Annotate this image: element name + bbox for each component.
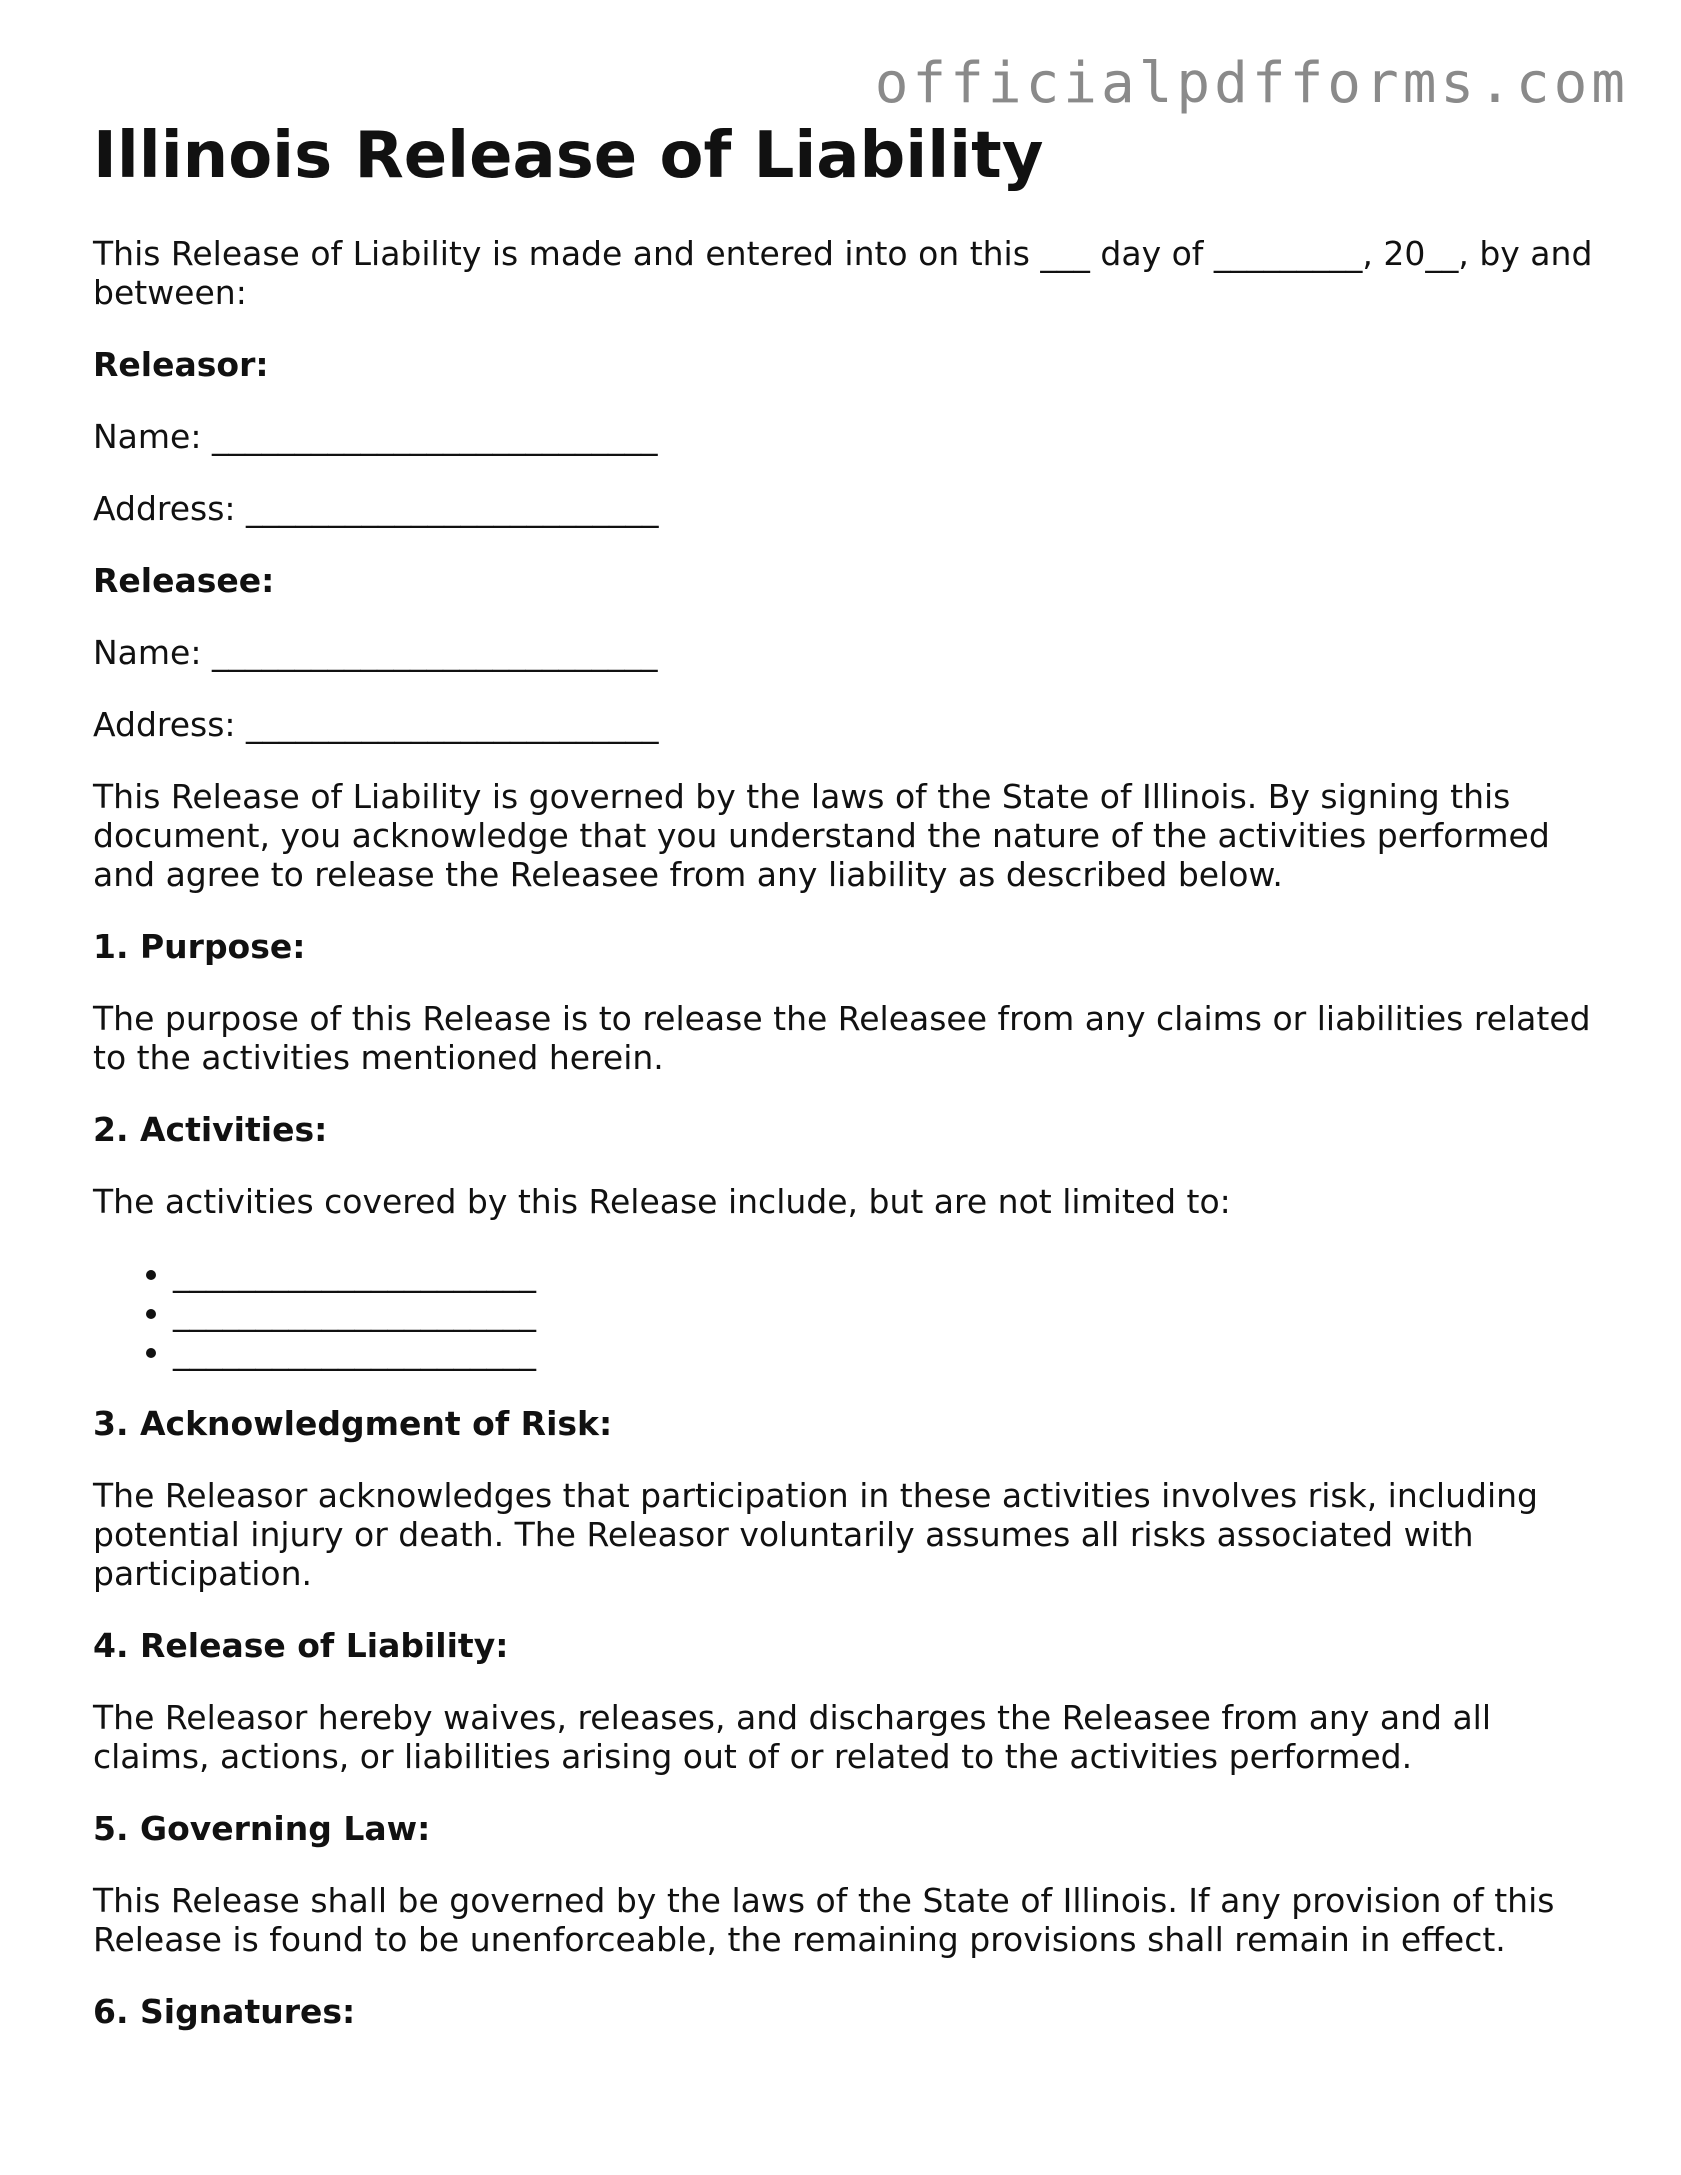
purpose-body: The purpose of this Release is to release the Releasee from any claims or liabilities related to the activities mentioned herein. — [93, 998, 1591, 1077]
activities-body: The activities covered by this Release include, but are not limited to: — [93, 1181, 1231, 1221]
intro-paragraph: This Release of Liability is made and entered into on this ___ day of _________, 20__, by and between: — [93, 233, 1593, 312]
releasee-name-field: Name: ___________________________ — [93, 632, 658, 672]
release-heading: 4. Release of Liability: — [93, 1625, 509, 1665]
releasor-heading: Releasor: — [93, 344, 269, 384]
releasor-address-field: Address: _________________________ — [93, 488, 659, 528]
risk-body: The Releasor acknowledges that participation in these activities involves risk, including potential injury or death. The Releasor voluntarily assumes all risks associated with participation. — [93, 1475, 1538, 1593]
activity-blank-line: • ______________________ — [173, 1332, 1593, 1371]
risk-heading: 3. Acknowledgment of Risk: — [93, 1403, 613, 1443]
activities-list — [93, 1254, 1593, 1371]
releasee-heading: Releasee: — [93, 560, 275, 600]
release-body: The Releasor hereby waives, releases, and discharges the Releasee from any and all claims, actions, or liabilities arising out of or related to the activities performed. — [93, 1697, 1492, 1776]
releasor-name-field: Name: ___________________________ — [93, 416, 658, 456]
activities-heading: 2. Activities: — [93, 1109, 328, 1149]
activity-blank-line: • ______________________ — [173, 1254, 1593, 1293]
watermark: officialpdfforms.com — [874, 51, 1629, 116]
governing-intro-paragraph: This Release of Liability is governed by the laws of the State of Illinois. By signing this document, you acknowledge that you understand the nature of the activities performed and agree to release the Releasee from any liability as described below. — [93, 776, 1550, 894]
purpose-heading: 1. Purpose: — [93, 926, 306, 966]
signatures-heading: 6. Signatures: — [93, 1991, 356, 2031]
governing-law-heading: 5. Governing Law: — [93, 1808, 431, 1848]
governing-law-body: This Release shall be governed by the laws of the State of Illinois. If any provision of this Release is found to be unenforceable, the remaining provisions shall remain in effect. — [93, 1880, 1555, 1959]
page-title: Illinois Release of Liability — [93, 119, 1044, 193]
document-page — [93, 120, 1593, 2064]
releasee-address-field: Address: _________________________ — [93, 704, 659, 744]
activity-blank-line: • ______________________ — [173, 1293, 1593, 1332]
